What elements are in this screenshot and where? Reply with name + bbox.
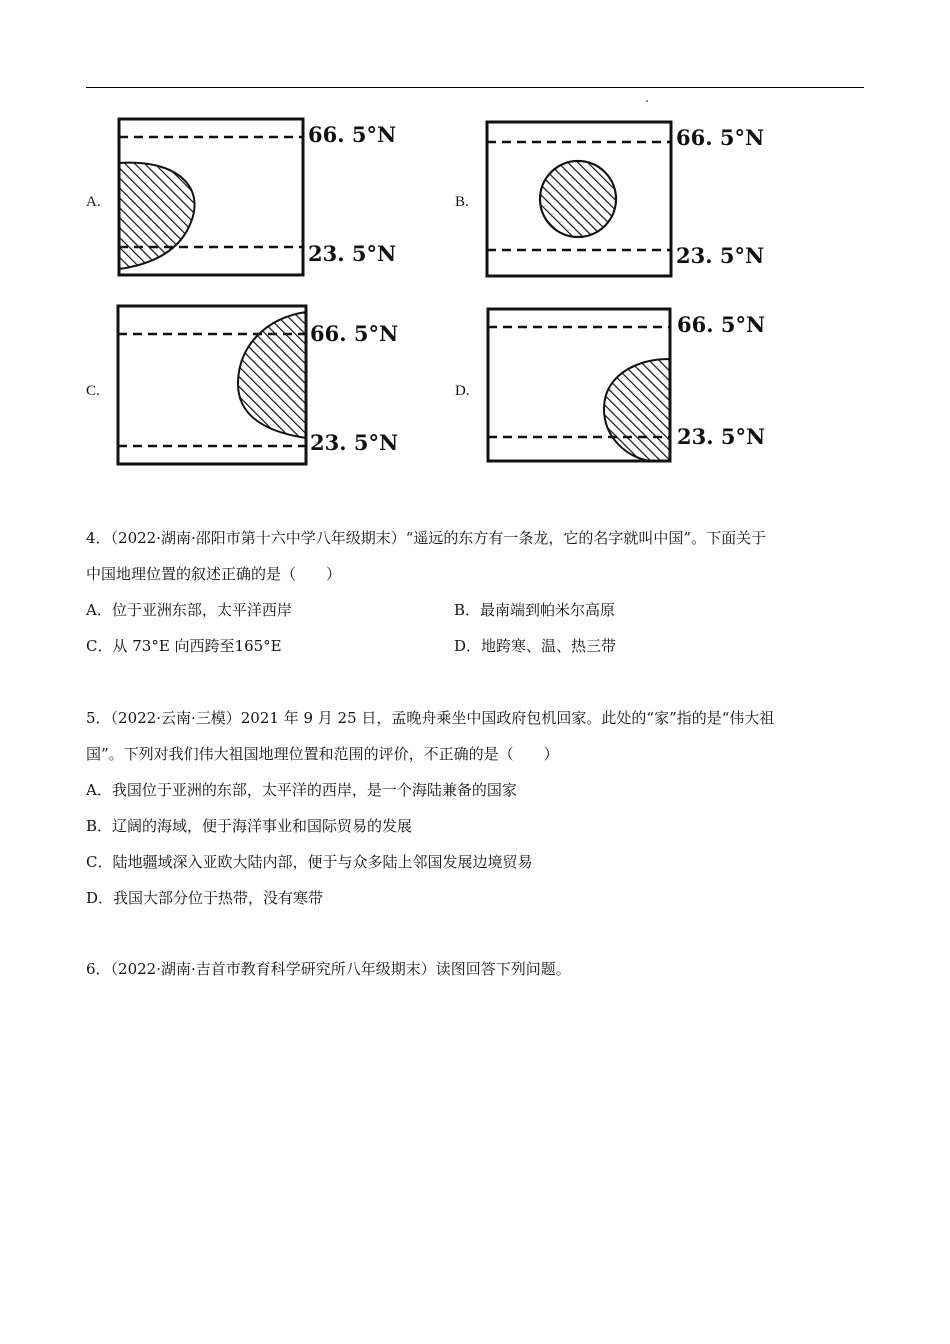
label-66-5-b: 66. 5°N (676, 125, 765, 150)
label-66-5-c: 66. 5°N (310, 321, 399, 346)
q5-number: 5． (86, 709, 111, 727)
q4-stem-line2: 中国地理位置的叙述正确的是（ ） (86, 565, 342, 583)
q4-source: （2022·湖南·邵阳市第十六中学八年级期末） (110, 529, 406, 547)
shaded-region-b (540, 161, 616, 237)
q5-source: （2022·云南·三模） (110, 709, 241, 727)
q4-option-c[interactable]: C．从 73°E 向西跨至165°E (86, 637, 282, 655)
q5-option-c[interactable]: C．陆地疆域深入亚欧大陆内部，便于与众多陆上邻国发展边境贸易 (86, 853, 533, 871)
question-6 (86, 951, 864, 987)
label-66-5-a: 66. 5°N (308, 122, 397, 147)
q4-options-row1 (86, 592, 864, 628)
q4-stem-text1: “遥远的东方有一条龙，它的名字就叫中国”。下面关于 (405, 529, 767, 547)
q4-number: 4． (86, 529, 111, 547)
q4-options-row2 (86, 628, 864, 664)
diagram-d (486, 307, 776, 469)
label-23-5-d: 23. 5°N (677, 424, 766, 449)
option-b-letter: B. (455, 194, 469, 210)
header-rule (86, 87, 864, 88)
option-a-letter: A. (86, 194, 101, 210)
diagram-c (116, 304, 406, 466)
diagram-a (117, 117, 397, 279)
option-c-letter: C. (86, 383, 100, 399)
q4-option-b[interactable]: B．最南端到帕米尔高原 (454, 601, 616, 619)
question-4 (86, 520, 864, 664)
shaded-region-a (119, 163, 195, 269)
q4-stem-line1 (86, 520, 864, 556)
q6-stem-text: 读图回答下列问题。 (435, 960, 571, 978)
label-23-5-c: 23. 5°N (310, 430, 399, 455)
q6-source: （2022·湖南·吉首市教育科学研究所八年级期末） (110, 960, 436, 978)
q5-stem-line2: 国”。下列对我们伟大祖国地理位置和范围的评价，不正确的是（ ） (86, 745, 559, 763)
q5-option-d[interactable]: D．我国大部分位于热带，没有寒带 (86, 889, 324, 907)
shaded-region-c (238, 312, 306, 438)
stray-dot (646, 100, 648, 102)
label-66-5-d: 66. 5°N (677, 312, 766, 337)
q5-option-a[interactable]: A．我国位于亚洲的东部，太平洋的西岸，是一个海陆兼备的国家 (86, 781, 517, 799)
q5-option-b[interactable]: B．辽阔的海域，便于海洋事业和国际贸易的发展 (86, 817, 413, 835)
q4-option-a[interactable]: A．位于亚洲东部，太平洋西岸 (86, 601, 292, 619)
q5-stem-line1 (86, 700, 864, 736)
option-d-letter: D. (455, 383, 470, 399)
question-5 (86, 700, 864, 916)
q6-stem-line (86, 951, 864, 987)
diagram-b (485, 120, 765, 282)
q6-number: 6． (86, 960, 111, 978)
shaded-region-d (604, 359, 670, 461)
q4-option-d[interactable]: D．地跨寒、温、热三带 (454, 637, 617, 655)
label-23-5-a: 23. 5°N (308, 241, 397, 266)
label-23-5-b: 23. 5°N (676, 243, 765, 268)
q5-stem-text1: 2021 年 9 月 25 日，孟晚舟乘坐中国政府包机回家。此处的“家”指的是“伟大祖 (240, 709, 775, 727)
